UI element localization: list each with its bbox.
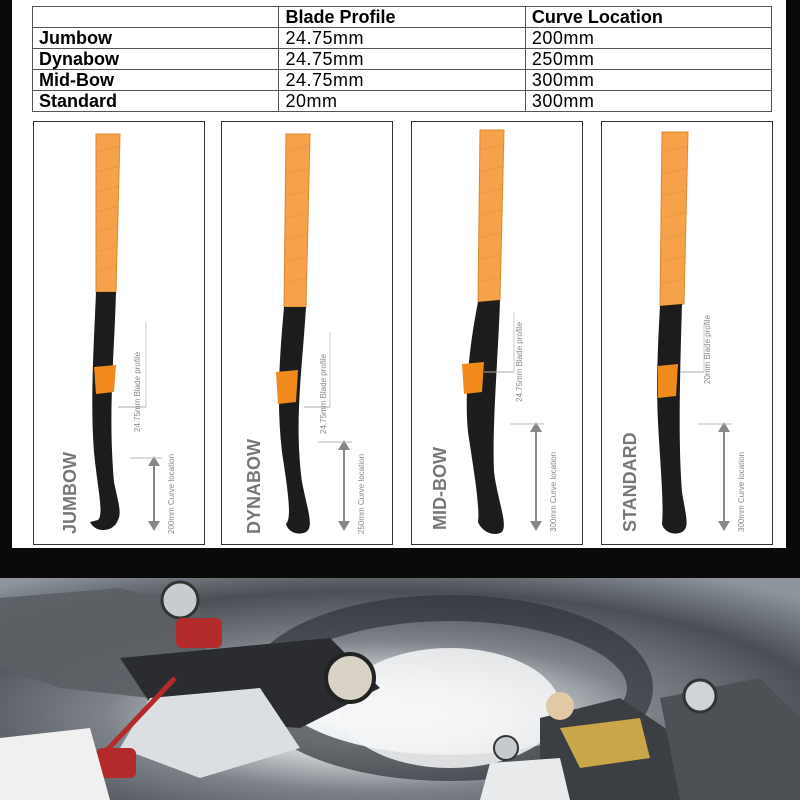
spec-table <box>32 6 772 112</box>
stick-shaft <box>90 292 120 530</box>
stick-shaft <box>467 300 504 534</box>
table-row <box>33 49 772 70</box>
stick-name-label: JUMBOW <box>60 452 80 534</box>
row-curve-location: 250mm <box>525 49 771 70</box>
stick-panel-standard <box>601 121 773 545</box>
stick-illustration <box>602 122 772 544</box>
stick-name-label: STANDARD <box>620 432 640 532</box>
stick-shaft <box>657 304 686 534</box>
hockey-players-photo <box>0 578 800 800</box>
stick-illustration <box>34 122 204 544</box>
blade-profile-label: 24.75mm Blade profile <box>133 351 142 432</box>
stick-illustration <box>412 122 582 544</box>
curve-location-label: 300mm Curve location <box>549 451 558 532</box>
row-name: Mid-Bow <box>33 70 279 91</box>
right-border <box>786 0 800 548</box>
shaft-accent <box>462 362 484 394</box>
shaft-accent <box>94 365 116 394</box>
table-header-row <box>33 7 772 28</box>
blade-profile-label: 24.75mm Blade profile <box>515 321 524 402</box>
row-blade-profile: 24.75mm <box>279 28 525 49</box>
row-blade-profile: 24.75mm <box>279 70 525 91</box>
blade-profile-label: 20mm Blade profile <box>703 315 712 384</box>
curve-location-label: 250mm Curve location <box>357 453 366 534</box>
stick-shaft <box>279 307 310 534</box>
stick-panel-jumbow <box>33 121 205 545</box>
table-row <box>33 70 772 91</box>
photo-illustration <box>0 578 800 800</box>
row-name: Dynabow <box>33 49 279 70</box>
stick-name-label: MID-BOW <box>430 447 450 530</box>
blade-profile-label: 24.75mm Blade profile <box>319 353 328 434</box>
stick-illustration <box>222 122 392 544</box>
shaft-accent <box>658 364 678 398</box>
header-empty <box>33 7 279 28</box>
left-border <box>0 0 12 548</box>
header-blade-profile: Blade Profile <box>279 7 525 28</box>
curve-location-label: 300mm Curve location <box>737 451 746 532</box>
section-divider <box>0 548 800 578</box>
stick-panel-dynabow <box>221 121 393 545</box>
row-curve-location: 300mm <box>525 91 771 112</box>
row-blade-profile: 20mm <box>279 91 525 112</box>
table-row <box>33 91 772 112</box>
row-blade-profile: 24.75mm <box>279 49 525 70</box>
table-row <box>33 28 772 49</box>
curve-location-label: 200mm Curve location <box>167 453 176 534</box>
row-name: Jumbow <box>33 28 279 49</box>
row-name: Standard <box>33 91 279 112</box>
grip-tape <box>660 132 688 306</box>
stick-panel-mid-bow <box>411 121 583 545</box>
stick-name-label: DYNABOW <box>244 439 264 534</box>
row-curve-location: 300mm <box>525 70 771 91</box>
header-curve-location: Curve Location <box>525 7 771 28</box>
shaft-accent <box>276 370 298 404</box>
row-curve-location: 200mm <box>525 28 771 49</box>
grip-tape <box>284 134 310 307</box>
